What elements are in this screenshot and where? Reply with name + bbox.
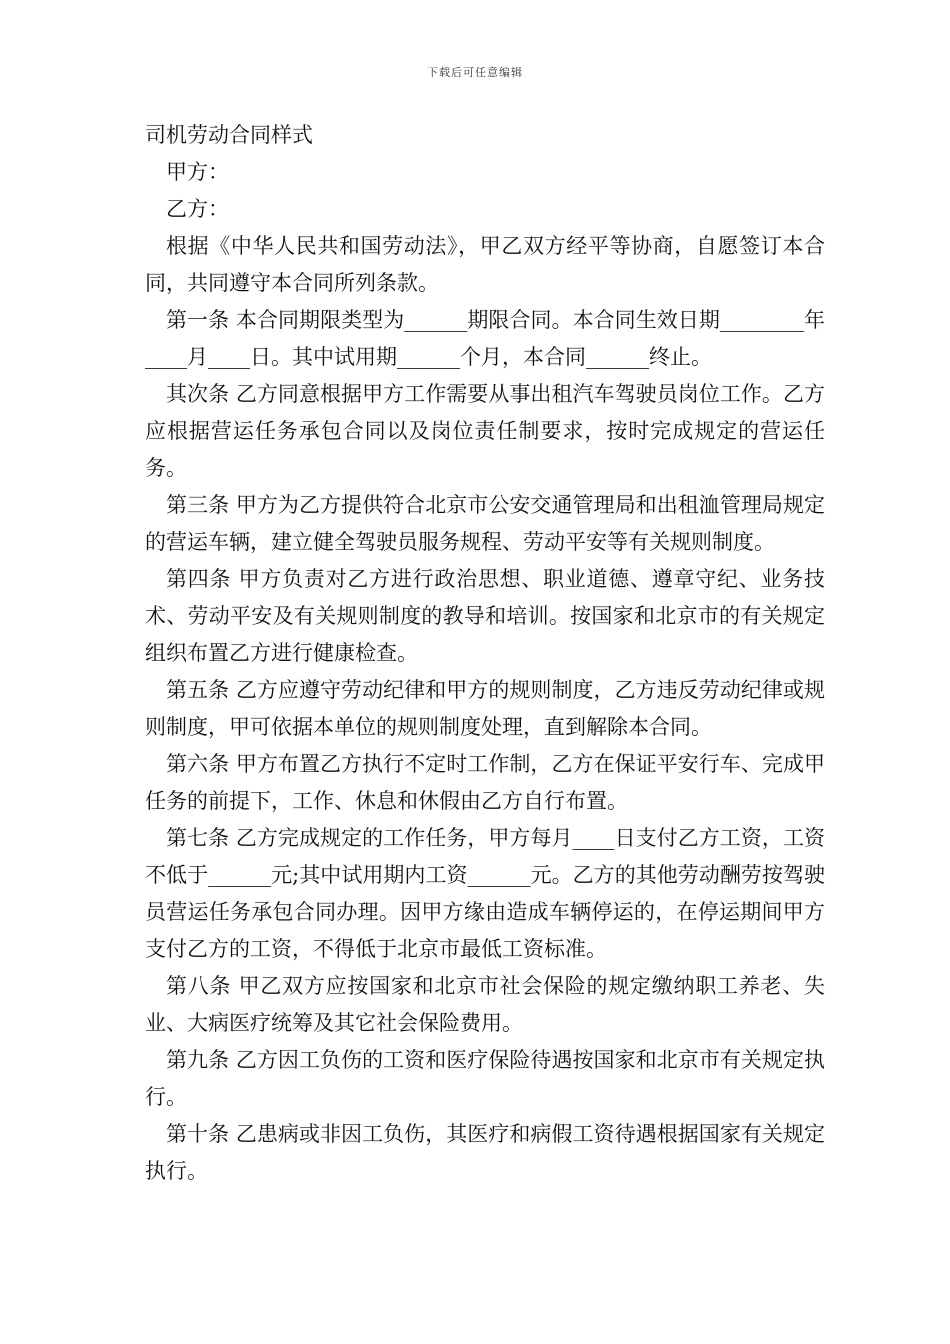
party-a-line: 甲方：	[166, 160, 229, 184]
article-7: 第七条 乙方完成规定的工作任务，甲方每月____日支付乙方工资，工资不低于______元;其中试用期内工资______元。乙方的其他劳动酬劳按驾驶员营运任务承包合同办理。因甲方缘由造成车辆停运的，在停运期间甲方支付乙方的工资，不得低于北京市最低工资标准。	[145, 826, 825, 961]
page-header: 下载后可任意编辑	[427, 66, 523, 79]
article-9: 第九条 乙方因工负伤的工资和医疗保险待遇按国家和北京市有关规定执行。	[145, 1048, 825, 1109]
article-6: 第六条 甲方布置乙方执行不定时工作制，乙方在保证平安行车、完成甲任务的前提下，工作、休息和休假由乙方自行布置。	[145, 752, 825, 813]
article-3: 第三条 甲方为乙方提供符合北京市公安交通管理局和出租洫管理局规定的营运车辆，建立健全驾驶员服务规程、劳动平安等有关规则制度。	[145, 493, 825, 554]
article-2: 其次条 乙方同意根据甲方工作需要从事出租汽车驾驶员岗位工作。乙方应根据营运任务承包合同以及岗位责任制要求，按时完成规定的营运任务。	[145, 382, 825, 480]
article-4: 第四条 甲方负责对乙方进行政治思想、职业道德、遵章守纪、业务技术、劳动平安及有关规则制度的教导和培训。按国家和北京市的有关规定组织布置乙方进行健康检查。	[145, 567, 825, 665]
article-8: 第八条 甲乙双方应按国家和北京市社会保险的规定缴纳职工养老、失业、大病医疗统筹及其它社会保险费用。	[145, 974, 825, 1035]
article-5: 第五条 乙方应遵守劳动纪律和甲方的规则制度，乙方违反劳动纪律或规则制度，甲可依据本单位的规则制度处理，直到解除本合同。	[145, 678, 825, 739]
article-10: 第十条 乙患病或非因工负伤，其医疗和病假工资待遇根据国家有关规定执行。	[145, 1122, 825, 1183]
party-b-line: 乙方：	[166, 197, 229, 221]
article-1: 第一条 本合同期限类型为______期限合同。本合同生效日期________年____月____日。其中试用期______个月，本合同______终止。	[145, 308, 825, 369]
document-body	[145, 117, 825, 1190]
preamble-paragraph: 根据《中华人民共和国劳动法》，甲乙双方经平等协商，自愿签订本合同，共同遵守本合同所列条款。	[145, 234, 825, 295]
document-title: 司机劳动合同样式	[145, 123, 313, 147]
